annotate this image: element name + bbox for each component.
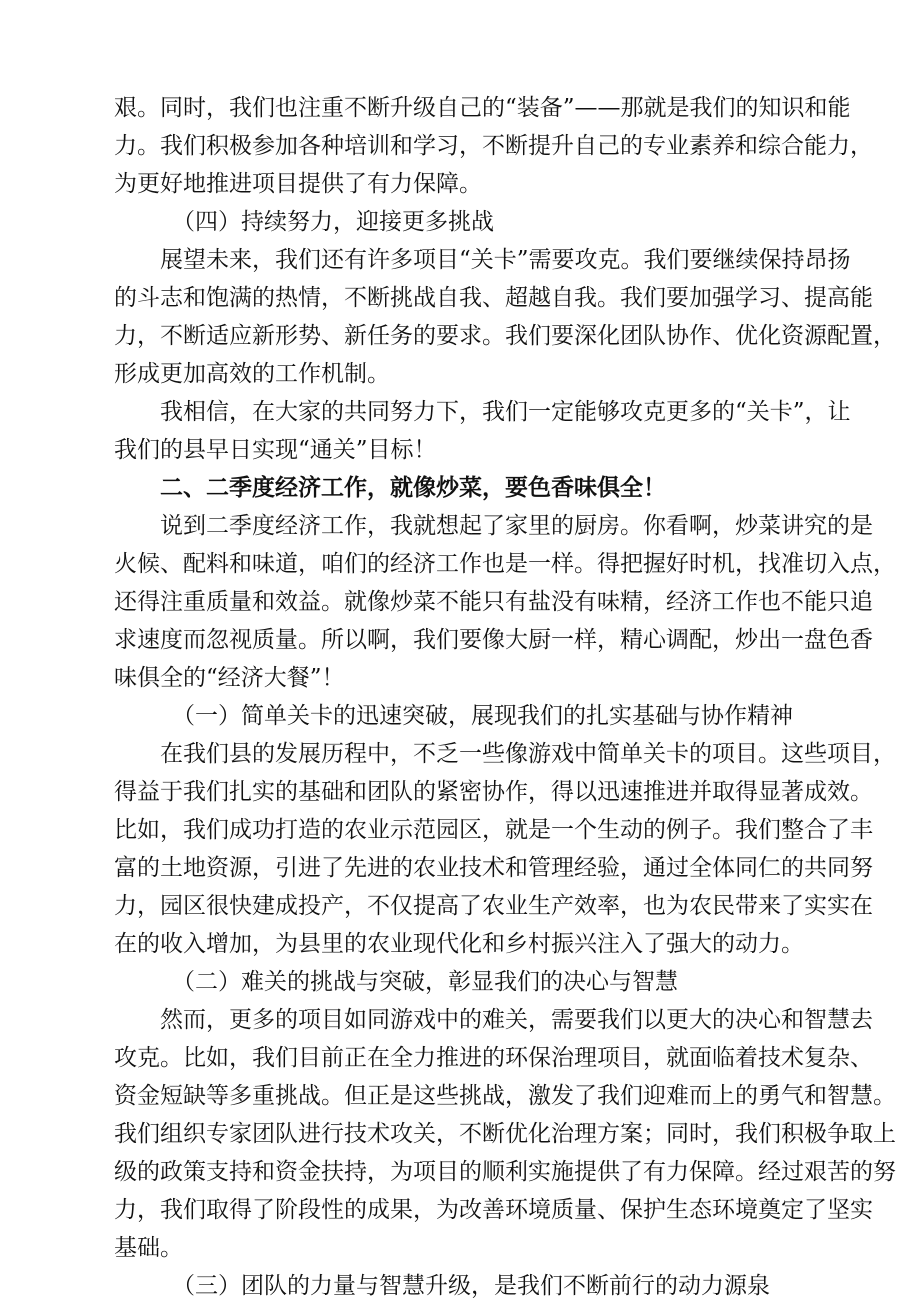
text-line: 我们组织专家团队进行技术攻关，不断优化治理方案；同时，我们积极争取上 xyxy=(114,1121,896,1147)
text-line: 我们的县早日实现“通关”目标！ xyxy=(114,437,437,463)
text-line: 展望未来，我们还有许多项目“关卡”需要攻克。我们要继续保持昂扬 xyxy=(160,247,851,273)
text-line: 级的政策支持和资金扶持，为项目的顺利实施提供了有力保障。经过艰苦的努 xyxy=(114,1159,896,1185)
text-line: 求速度而忽视质量。所以啊，我们要像大厨一样，精心调配，炒出一盘色香 xyxy=(114,627,873,653)
text-line: 攻克。比如，我们目前正在全力推进的环保治理项目，就面临着技术复杂、 xyxy=(114,1045,873,1071)
text-line: 力。我们积极参加各种培训和学习，不断提升自己的专业素养和综合能力， xyxy=(114,133,873,159)
section-heading: （四）持续努力，迎接更多挑战 xyxy=(172,209,494,235)
section-heading: （三）团队的力量与智慧升级，是我们不断前行的动力源泉 xyxy=(172,1273,770,1299)
text-line: 基础。 xyxy=(114,1235,183,1261)
text-line: 说到二季度经济工作，我就想起了家里的厨房。你看啊，炒菜讲究的是 xyxy=(160,513,873,539)
text-line: 我相信，在大家的共同努力下，我们一定能够攻克更多的“关卡”，让 xyxy=(160,399,851,425)
section-heading: （一）简单关卡的迅速突破，展现我们的扎实基础与协作精神 xyxy=(172,703,793,729)
text-line: 得益于我们扎实的基础和团队的紧密协作，得以迅速推进并取得显著成效。 xyxy=(114,779,873,805)
text-line: 比如，我们成功打造的农业示范园区，就是一个生动的例子。我们整合了丰 xyxy=(114,817,873,843)
text-line: 形成更加高效的工作机制。 xyxy=(114,361,390,387)
text-line: 艰。同时，我们也注重不断升级自己的“装备”——那就是我们的知识和能 xyxy=(114,95,851,121)
text-line: 力，我们取得了阶段性的成果，为改善环境质量、保护生态环境奠定了坚实 xyxy=(114,1197,873,1223)
text-line: 力，园区很快建成投产，不仅提高了农业生产效率，也为农民带来了实实在 xyxy=(114,893,873,919)
text-line: 然而，更多的项目如同游戏中的难关，需要我们以更大的决心和智慧去 xyxy=(160,1007,873,1033)
chapter-heading: 二、二季度经济工作，就像炒菜，要色香味俱全！ xyxy=(160,475,666,501)
text-line: 在的收入增加，为县里的农业现代化和乡村振兴注入了强大的动力。 xyxy=(114,931,804,957)
text-line: 还得注重质量和效益。就像炒菜不能只有盐没有味精，经济工作也不能只追 xyxy=(114,589,873,615)
text-line: 味俱全的“经济大餐”！ xyxy=(114,665,345,691)
text-line: 为更好地推进项目提供了有力保障。 xyxy=(114,171,482,197)
text-line: 的斗志和饱满的热情，不断挑战自我、超越自我。我们要加强学习、提高能 xyxy=(114,285,873,311)
text-line: 在我们县的发展历程中，不乏一些像游戏中简单关卡的项目。这些项目， xyxy=(160,741,896,767)
text-line: 火候、配料和味道，咱们的经济工作也是一样。得把握好时机，找准切入点， xyxy=(114,551,896,577)
text-line: 富的土地资源，引进了先进的农业技术和管理经验，通过全体同仁的共同努 xyxy=(114,855,873,881)
section-heading: （二）难关的挑战与突破，彰显我们的决心与智慧 xyxy=(172,969,678,995)
text-line: 资金短缺等多重挑战。但正是这些挑战，激发了我们迎难而上的勇气和智慧。 xyxy=(114,1083,896,1109)
text-line: 力，不断适应新形势、新任务的要求。我们要深化团队协作、优化资源配置， xyxy=(114,323,896,349)
